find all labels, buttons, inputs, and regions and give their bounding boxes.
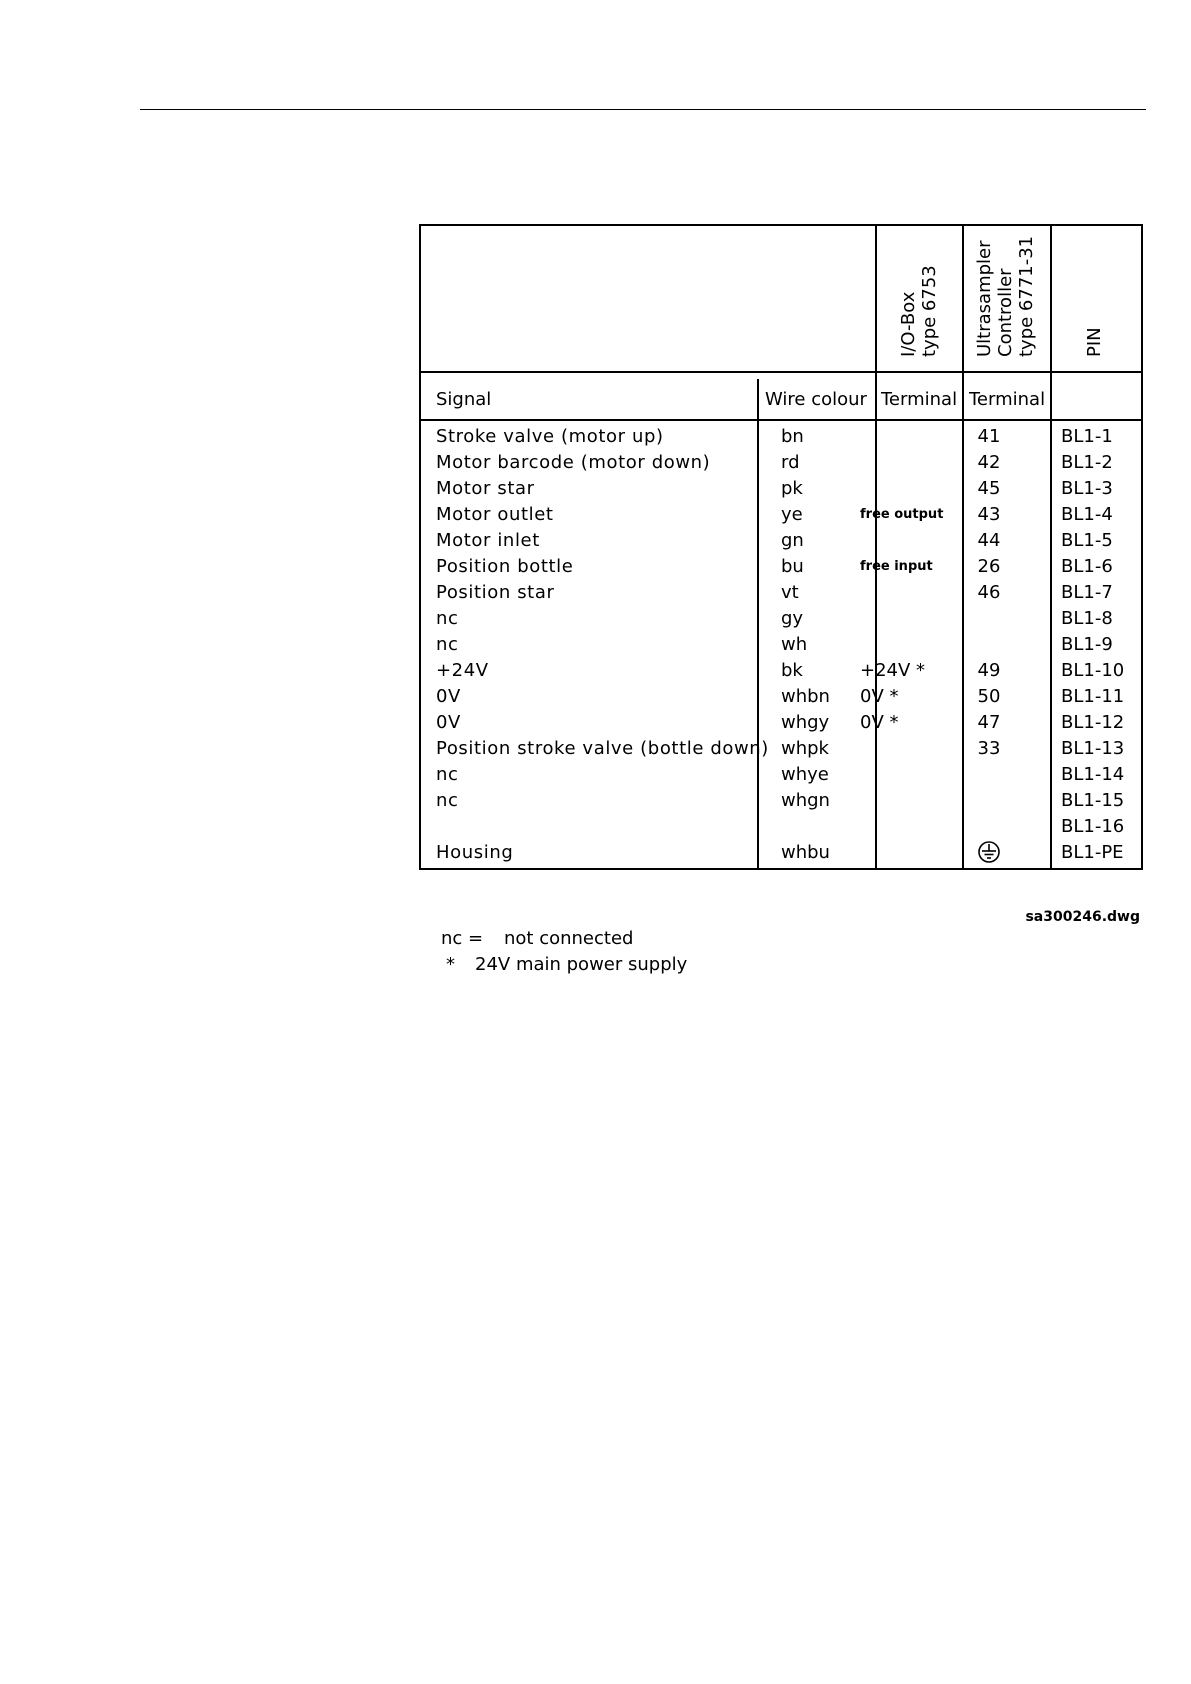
controller-terminal-column-header: Terminal [969, 389, 1046, 410]
controller-terminal-cell: 26 [977, 556, 1001, 577]
controller-terminal-cell: 50 [977, 686, 1001, 707]
pin-cell: BL1-13 [1061, 738, 1125, 759]
wire-colour-cell: pk [781, 478, 803, 499]
table-row [421, 528, 1141, 554]
table-row [421, 632, 1141, 658]
controller-header-line: Controller [995, 268, 1016, 357]
table-row [421, 762, 1141, 788]
wire-colour-cell: rd [781, 452, 800, 473]
signal-cell: nc [436, 790, 459, 811]
controller-header-line: type 6771-31 [1016, 235, 1037, 357]
pin-cell: BL1-5 [1061, 530, 1113, 551]
protective-earth-icon [977, 840, 1001, 864]
table-row [421, 580, 1141, 606]
table-row [421, 502, 1141, 528]
top-rule [140, 109, 1146, 110]
wire-colour-cell: gy [781, 608, 804, 629]
table-row [421, 554, 1141, 580]
wiring-table [419, 224, 1143, 870]
legend-text: not connected [504, 928, 634, 949]
table-row [421, 450, 1141, 476]
legend-key: nc = [441, 928, 484, 949]
pin-cell: BL1-2 [1061, 452, 1113, 473]
pin-cell: BL1-6 [1061, 556, 1113, 577]
table-row [421, 736, 1141, 762]
signal-cell: 0V [436, 686, 461, 707]
legend-key: * [446, 954, 455, 975]
io-terminal-cell: free output [860, 507, 944, 522]
signal-cell: Stroke valve (motor up) [436, 426, 664, 447]
pin-cell: BL1-15 [1061, 790, 1125, 811]
pin-cell: BL1-7 [1061, 582, 1113, 603]
controller-header [974, 236, 1037, 357]
pin-cell: BL1-14 [1061, 764, 1125, 785]
pin-cell: BL1-4 [1061, 504, 1113, 525]
io-terminal-cell: 0V * [860, 686, 899, 707]
signal-cell: Motor inlet [436, 530, 540, 551]
signal-cell: Position bottle [436, 556, 574, 577]
pin-cell: BL1-16 [1061, 816, 1125, 837]
pin-cell: BL1-3 [1061, 478, 1113, 499]
controller-terminal-cell: 44 [977, 530, 1001, 551]
wire-colour-cell: vt [781, 582, 799, 603]
table-row [421, 684, 1141, 710]
pin-cell: BL1-12 [1061, 712, 1125, 733]
signal-cell: nc [436, 764, 459, 785]
pin-cell: BL1-PE [1061, 842, 1124, 863]
wire-colour-cell: bn [781, 426, 804, 447]
wire-colour-cell: bu [781, 556, 804, 577]
wire-colour-cell: whye [781, 764, 829, 785]
io-box-header-line: I/O-Box [898, 291, 919, 357]
io-terminal-column-header: Terminal [881, 389, 958, 410]
wire-colour-cell: wh [781, 634, 808, 655]
table-row [421, 814, 1141, 840]
wire-colour-cell: whpk [781, 738, 829, 759]
signal-cell: nc [436, 634, 459, 655]
table-row [421, 658, 1141, 684]
io-box-header [898, 265, 940, 357]
signal-cell: nc [436, 608, 459, 629]
table-row [421, 840, 1141, 866]
controller-terminal-cell: 41 [977, 426, 1001, 447]
io-box-header-line: type 6753 [919, 265, 940, 357]
controller-terminal-cell: 49 [977, 660, 1001, 681]
signal-cell: Position stroke valve (bottle down) [436, 738, 769, 759]
wire-colour-cell: whbn [781, 686, 830, 707]
signal-cell: Motor star [436, 478, 535, 499]
pin-cell: BL1-9 [1061, 634, 1113, 655]
wire-colour-cell: bk [781, 660, 803, 681]
signal-cell: Housing [436, 842, 514, 863]
wire-colour-column-header: Wire colour [765, 389, 867, 410]
controller-header-line: Ultrasampler [974, 240, 995, 357]
controller-terminal-cell [947, 840, 1031, 866]
controller-terminal-cell: 42 [977, 452, 1001, 473]
table-body [421, 424, 1141, 866]
pin-header [1084, 327, 1105, 357]
signal-column-header: Signal [436, 389, 492, 410]
io-terminal-cell: +24V * [860, 660, 926, 681]
pin-header-label: PIN [1084, 327, 1105, 357]
wire-colour-cell: ye [781, 504, 803, 525]
controller-terminal-cell: 47 [977, 712, 1001, 733]
pin-cell: BL1-8 [1061, 608, 1113, 629]
divider-top-header [421, 371, 1141, 373]
table-row [421, 788, 1141, 814]
pin-cell: BL1-10 [1061, 660, 1125, 681]
wire-colour-cell: whbu [781, 842, 830, 863]
controller-terminal-cell: 33 [977, 738, 1001, 759]
io-terminal-cell: free input [860, 559, 933, 574]
controller-terminal-cell: 46 [977, 582, 1001, 603]
pin-cell: BL1-1 [1061, 426, 1113, 447]
divider-column-header [421, 419, 1141, 421]
signal-cell: 0V [436, 712, 461, 733]
table-row [421, 476, 1141, 502]
table-row [421, 606, 1141, 632]
table-row [421, 710, 1141, 736]
pin-cell: BL1-11 [1061, 686, 1125, 707]
wire-colour-cell: gn [781, 530, 804, 551]
signal-cell: Position star [436, 582, 555, 603]
controller-terminal-cell: 45 [977, 478, 1001, 499]
controller-terminal-cell: 43 [977, 504, 1001, 525]
signal-cell: Motor barcode (motor down) [436, 452, 711, 473]
table-row [421, 424, 1141, 450]
signal-cell: +24V [436, 660, 489, 681]
signal-cell: Motor outlet [436, 504, 554, 525]
wire-colour-cell: whgn [781, 790, 830, 811]
legend-text: 24V main power supply [475, 954, 688, 975]
drawing-reference: sa300246.dwg [1025, 909, 1140, 925]
io-terminal-cell: 0V * [860, 712, 899, 733]
wire-colour-cell: whgy [781, 712, 830, 733]
